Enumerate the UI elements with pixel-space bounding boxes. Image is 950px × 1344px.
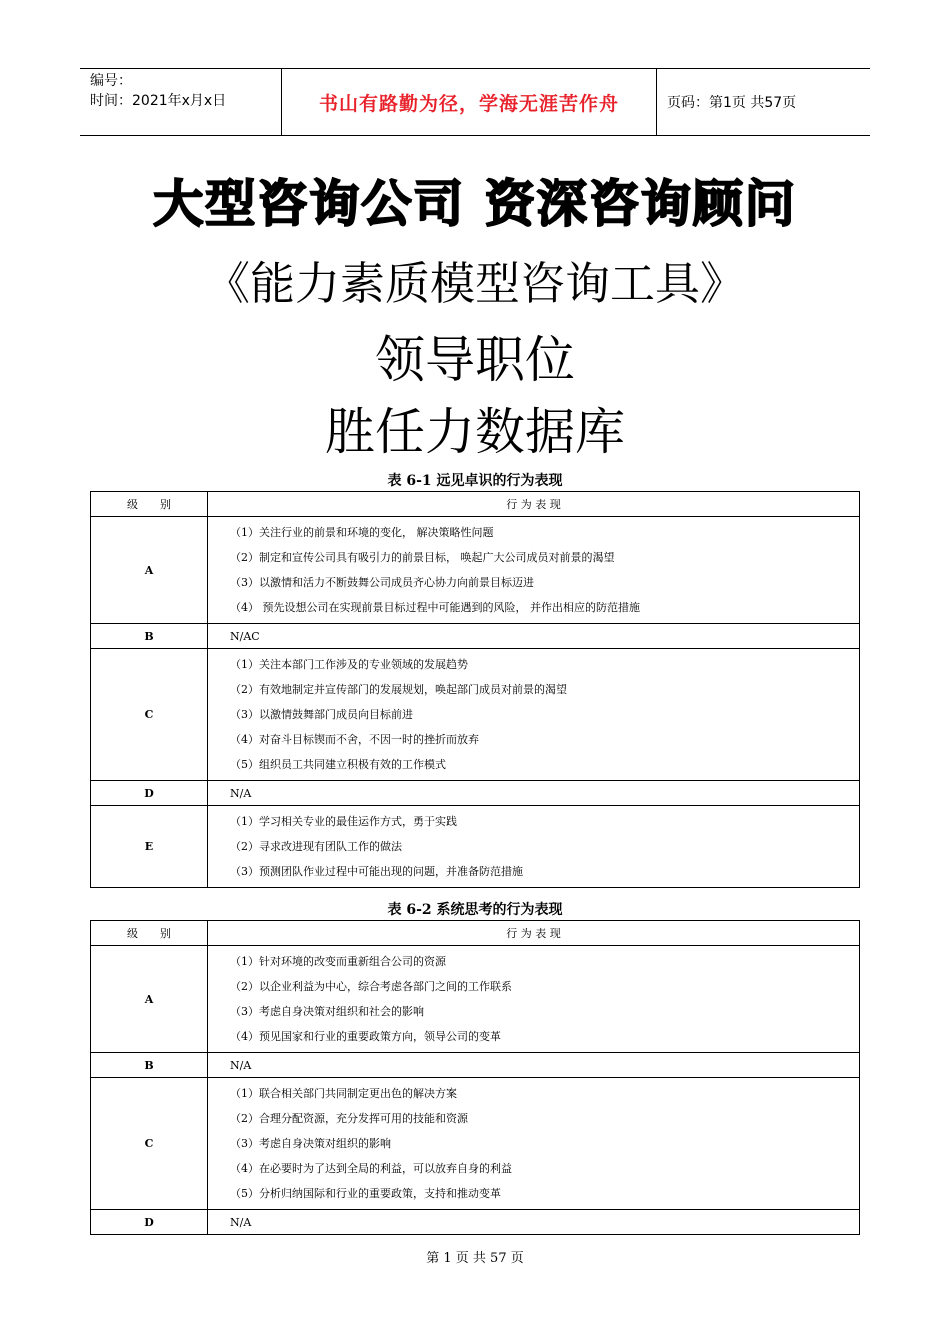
table-row <box>91 781 860 806</box>
level-cell: A <box>91 946 208 1053</box>
behavior-item: （2）寻求改进现有团队工作的做法 <box>230 840 402 853</box>
behavior-cell <box>208 1078 860 1210</box>
behavior-item: （1）学习相关专业的最佳运作方式，勇于实践 <box>230 815 457 828</box>
column-header-behavior: 行 为 表 现 <box>208 492 860 517</box>
behavior-item: （3）以激情鼓舞部门成员向目标前进 <box>230 708 413 721</box>
behavior-item: （1）联合相关部门共同制定更出色的解决方案 <box>230 1087 457 1100</box>
title-line-4: 胜任力数据库 <box>325 403 625 461</box>
table-row <box>91 649 860 781</box>
title-line-1: 大型咨询公司 资深咨询顾问 <box>153 175 797 233</box>
header-slogan: 书山有路勤为径，学海无涯苦作舟 <box>282 69 657 135</box>
behavior-item: （5）组织员工共同建立积极有效的工作模式 <box>230 758 446 771</box>
level-cell: B <box>91 1053 208 1078</box>
behavior-item: （1）针对环境的改变而重新组合公司的资源 <box>230 955 446 968</box>
behavior-item: （3）以激情和活力不断鼓舞公司成员齐心协力向前景目标迈进 <box>230 576 534 589</box>
behavior-item: （1）关注本部门工作涉及的专业领域的发展趋势 <box>230 658 468 671</box>
table-row <box>91 517 860 624</box>
level-cell: C <box>91 649 208 781</box>
behavior-item: （4）在必要时为了达到全局的利益，可以放弃自身的利益 <box>230 1162 512 1175</box>
table2 <box>90 920 860 1235</box>
behavior-cell <box>208 946 860 1053</box>
time-label: 时间：2021年x月x日 <box>90 93 227 109</box>
table2-caption: 表 6-2 系统思考的行为表现 <box>387 902 563 918</box>
behavior-cell: N/A <box>208 781 860 806</box>
behavior-item: （1）关注行业的前景和环境的变化， 解决策略性问题 <box>230 526 494 539</box>
level-cell: E <box>91 806 208 888</box>
header-meta <box>80 69 282 135</box>
level-cell: A <box>91 517 208 624</box>
behavior-cell: N/A <box>208 1053 860 1078</box>
behavior-cell: N/AC <box>208 624 860 649</box>
level-cell: B <box>91 624 208 649</box>
behavior-item: （2）合理分配资源，充分发挥可用的技能和资源 <box>230 1112 468 1125</box>
behavior-cell <box>208 517 860 624</box>
column-header-level: 级 别 <box>91 492 208 517</box>
page-header <box>80 68 870 136</box>
table-row <box>91 1210 860 1235</box>
behavior-item: （2）有效地制定并宣传部门的发展规划，唤起部门成员对前景的渴望 <box>230 683 567 696</box>
behavior-item: （4）对奋斗目标锲而不舍，不因一时的挫折而放弃 <box>230 733 479 746</box>
table1-caption: 表 6-1 远见卓识的行为表现 <box>387 473 563 489</box>
table-row <box>91 1078 860 1210</box>
table-row <box>91 946 860 1053</box>
behavior-cell: N/A <box>208 1210 860 1235</box>
behavior-item: （4） 预先设想公司在实现前景目标过程中可能遇到的风险， 并作出相应的防范措施 <box>230 601 640 614</box>
behavior-cell <box>208 806 860 888</box>
column-header-level: 级 别 <box>91 921 208 946</box>
behavior-item: （2）制定和宣传公司具有吸引力的前景目标， 唤起广大公司成员对前景的渴望 <box>230 551 615 564</box>
table1 <box>90 491 860 888</box>
column-header-behavior: 行 为 表 现 <box>208 921 860 946</box>
page-footer: 第 1 页 共 57 页 <box>426 1251 524 1266</box>
title-line-3: 领导职位 <box>375 331 575 389</box>
behavior-item: （4）预见国家和行业的重要政策方向，领导公司的变革 <box>230 1030 501 1043</box>
behavior-item: （3）考虑自身决策对组织和社会的影响 <box>230 1005 424 1018</box>
table-row <box>91 1053 860 1078</box>
behavior-item: （3）考虑自身决策对组织的影响 <box>230 1137 391 1150</box>
number-label: 编号： <box>90 73 132 89</box>
header-page-info: 页码：第1页 共57页 <box>667 95 797 111</box>
level-cell: D <box>91 1210 208 1235</box>
title-line-2: 《能力素质模型咨询工具》 <box>204 257 745 310</box>
table-header-row <box>91 492 860 517</box>
table-row <box>91 806 860 888</box>
level-cell: D <box>91 781 208 806</box>
table-row <box>91 624 860 649</box>
behavior-item: （2）以企业利益为中心，综合考虑各部门之间的工作联系 <box>230 980 512 993</box>
behavior-cell <box>208 649 860 781</box>
level-cell: C <box>91 1078 208 1210</box>
table-header-row <box>91 921 860 946</box>
behavior-item: （3）预测团队作业过程中可能出现的问题，并准备防范措施 <box>230 865 523 878</box>
behavior-item: （5）分析归纳国际和行业的重要政策，支持和推动变革 <box>230 1187 501 1200</box>
